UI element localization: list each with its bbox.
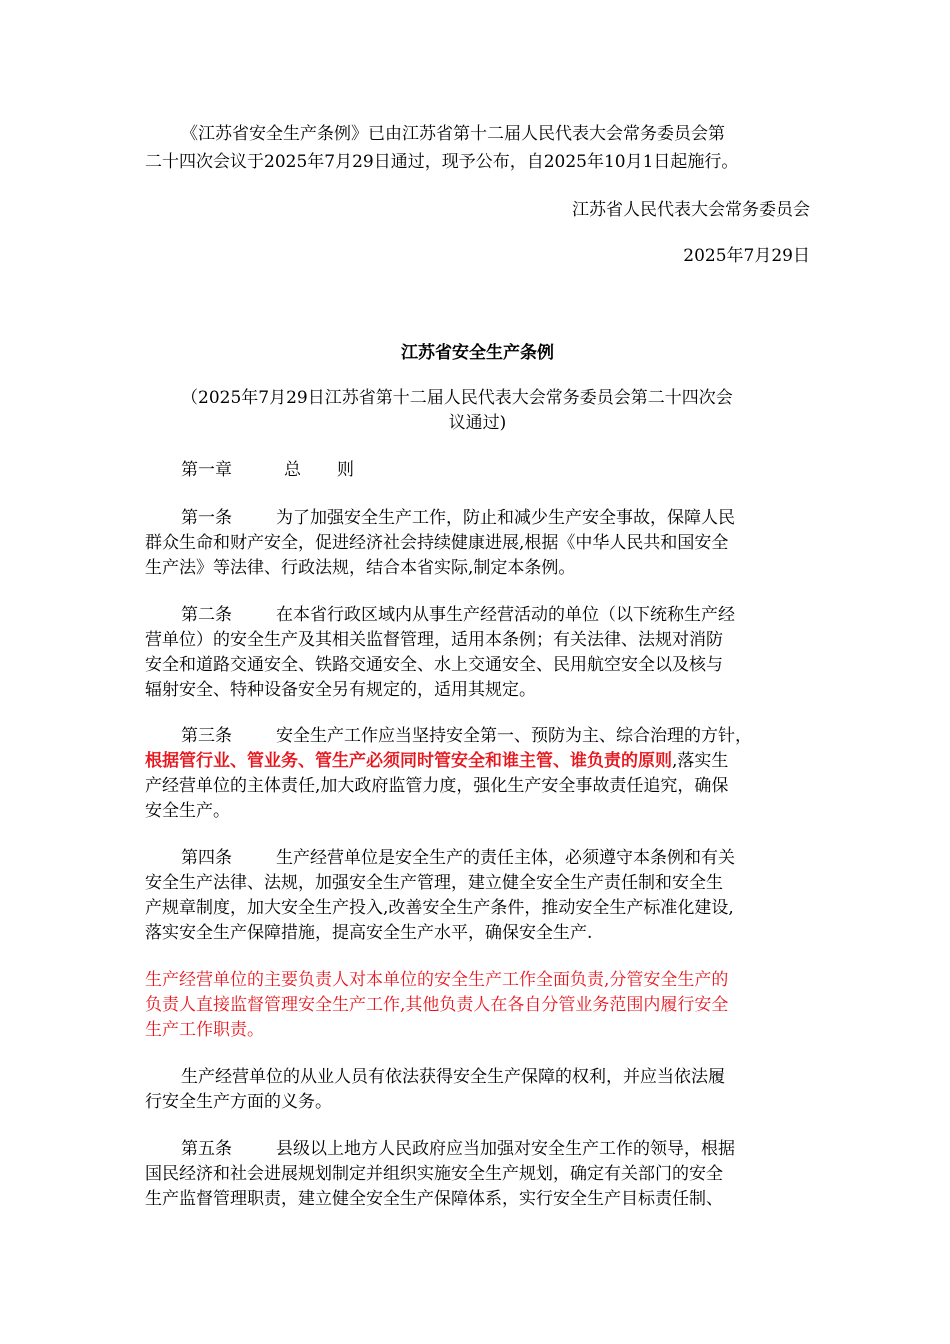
article-4-red-line-2: 负责人直接监督管理安全生产工作,其他负责人在各自分管业务范围内履行安全 (145, 995, 729, 1015)
article-3-label: 第三条 (181, 726, 232, 746)
chapter-title-a: 总 (284, 460, 301, 480)
article-4-line-1: 第四条 生产经营单位是安全生产的责任主体，必须遵守本条例和有关 (181, 848, 735, 868)
article-3-line-3: 产经营单位的主体责任,加大政府监管力度，强化生产安全事故责任追究，确保 (145, 776, 729, 796)
article-5-line-1: 第五条 县级以上地方人民政府应当加强对安全生产工作的领导，根据 (181, 1139, 735, 1159)
announcement-line-1: 《江苏省安全生产条例》已由江苏省第十二届人民代表大会常务委员会第 (181, 124, 725, 144)
article-2-line-3: 安全和道路交通安全、铁路交通安全、水上交通安全、民用航空安全以及核与 (145, 655, 723, 675)
article-4-red-line-1: 生产经营单位的主要负责人对本单位的安全生产工作全面负责,分管安全生产的 (145, 970, 729, 990)
subtitle-line-1: （2025年7月29日江苏省第十二届人民代表大会常务委员会第二十四次会 (181, 388, 733, 408)
chapter-title-b: 则 (337, 460, 354, 480)
article-2-label: 第二条 (181, 605, 232, 625)
article-4-label: 第四条 (181, 848, 232, 868)
subtitle-line-2: 议通过) (448, 413, 507, 433)
article-5-line-2: 国民经济和社会进展规划制定并组织实施安全生产规划，确定有关部门的安全 (145, 1164, 723, 1184)
article-4-p3-line-2: 行安全生产方面的义务。 (145, 1092, 332, 1112)
article-2-line-2: 营单位）的安全生产及其相关监督管理，适用本条例；有关法律、法规对消防 (145, 630, 723, 650)
announcement-issuer: 江苏省人民代表大会常务委员会 (572, 200, 810, 220)
article-4-line-2: 安全生产法律、法规，加强安全生产管理，建立健全安全生产责任制和安全生 (145, 873, 723, 893)
announcement-line-2: 二十四次会议于2025年7月29日通过，现予公布，自2025年10月1日起施行。 (145, 152, 739, 172)
article-3-line-4: 安全生产。 (145, 801, 230, 821)
article-5-label: 第五条 (181, 1139, 232, 1159)
article-4-red-line-3: 生产工作职责。 (145, 1020, 264, 1040)
article-2-line-4: 辐射安全、特种设备安全另有规定的，适用其规定。 (145, 680, 536, 700)
article-4-line-3: 产规章制度，加大安全生产投入,改善安全生产条件，推动安全生产标准化建设, (145, 898, 734, 918)
article-4-p3-line-1: 生产经营单位的从业人员有依法获得安全生产保障的权利，并应当依法履 (181, 1067, 725, 1087)
document-title: 江苏省安全生产条例 (401, 343, 554, 363)
article-3-highlight: 根据管行业、管业务、管生产必须同时管安全和谁主管、谁负责的原则 (145, 751, 672, 771)
article-3-line-2: 根据管行业、管业务、管生产必须同时管安全和谁主管、谁负责的原则,落实生 (145, 751, 729, 771)
article-4-line-4: 落实安全生产保障措施，提高安全生产水平，确保安全生产. (145, 923, 593, 943)
article-3-line-1: 第三条 安全生产工作应当坚持安全第一、预防为主、综合治理的方针， (181, 726, 752, 746)
article-1-label: 第一条 (181, 508, 232, 528)
chapter-heading (145, 458, 810, 482)
announcement-date: 2025年7月29日 (683, 246, 810, 266)
article-1-line-3: 生产法》等法律、行政法规，结合本省实际,制定本条例。 (145, 558, 576, 578)
article-2-line-1: 第二条 在本省行政区域内从事生产经营活动的单位（以下统称生产经 (181, 605, 735, 625)
article-5-line-3: 生产监督管理职责，建立健全安全生产保障体系，实行安全生产目标责任制、 (145, 1189, 723, 1209)
chapter-number: 第一章 (181, 460, 232, 480)
article-1-line-2: 群众生命和财产安全，促进经济社会持续健康进展,根据《中华人民共和国安全 (145, 533, 729, 553)
article-1-line-1: 第一条 为了加强安全生产工作，防止和减少生产安全事故，保障人民 (181, 508, 735, 528)
